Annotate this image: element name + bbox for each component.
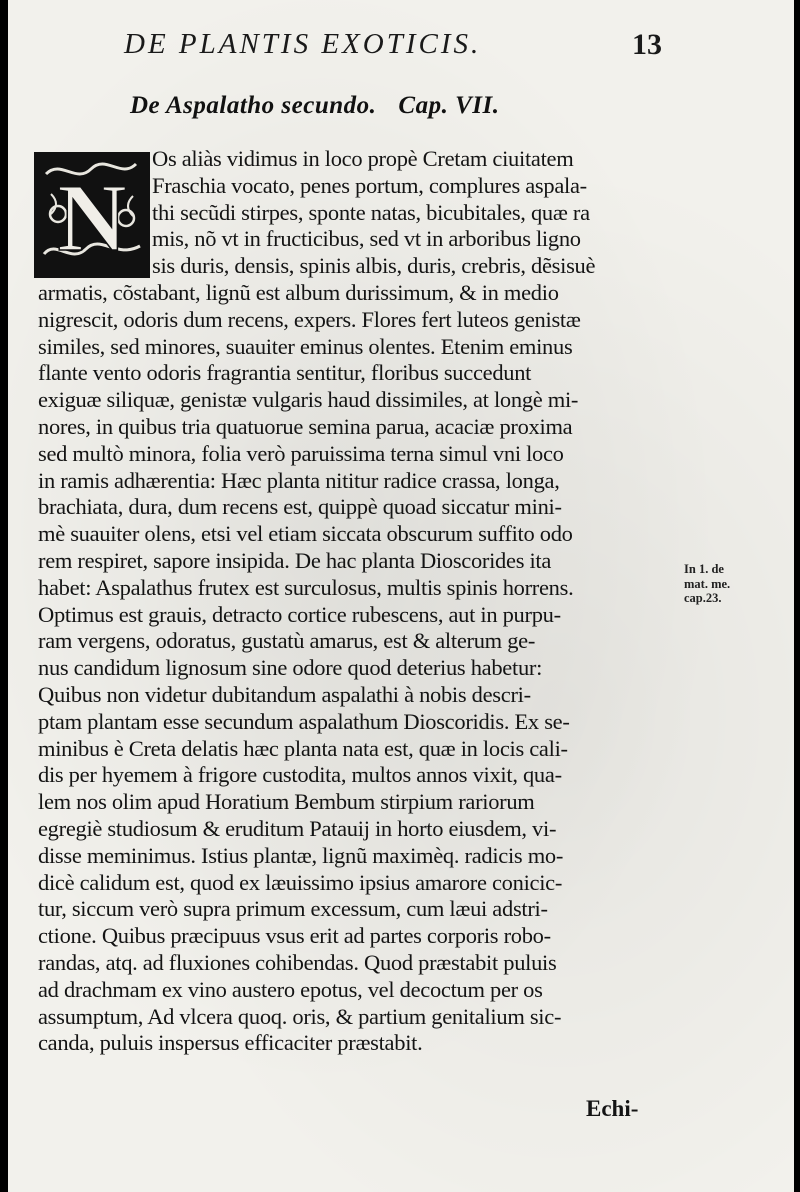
text-line: nores, in quibus tria quatuorue semina parua, acaciæ proxima [38,413,573,439]
text-line: nus candidum lignosum sine odore quod deterius habetur: [38,655,543,681]
text-line: mè suauiter olens, etsi vel etiam siccata obscurum suffito odo [38,521,573,547]
text-line: flante vento odoris fragrantia sentitur, floribus succedunt [38,360,532,386]
text-line: Optimus est grauis, detracto cortice rubescens, aut in purpu- [38,601,561,627]
text-line: minibus è Creta delatis hæc planta nata est, quæ in locis cali- [38,735,568,761]
text-line: dis per hyemem à frigore custodita, multos annos vixit, qua- [38,762,562,788]
text-line: brachiata, dura, dum recens est, quippè quoad siccatur mini- [38,494,562,520]
text-line: in ramis adhærentia: Hæc planta nititur radice crassa, longa, [38,467,560,493]
text-line: dicè calidum est, quod ex læuissimo ipsius amarore conicic- [38,869,563,895]
text-line: egregiè studiosum & eruditum Patauij in horto eiusdem, vi- [38,815,557,841]
text-line: rem respiret, sapore insipida. De hac planta Dioscorides ita [38,547,552,573]
text-line: Quibus non videtur dubitandum aspalathi à nobis descri- [38,681,531,707]
page-number: 13 [632,28,662,61]
catchword: Echi- [586,1096,639,1121]
margin-note-line: In 1. de [684,562,724,576]
text-line: ctione. Quibus præcipuus vsus erit ad partes corporis robo- [38,923,551,949]
body-text [38,146,678,1057]
text-line: exiguæ siliquæ, genistæ vulgaris haud dissimiles, at longè mi- [38,387,579,413]
text-line: ad drachmam ex vino austero epotus, vel decoctum per os [38,976,543,1002]
text-line: ptam plantam esse secundum aspalathum Dioscoridis. Ex se- [38,708,570,734]
text-line: Os aliàs vidimus in loco propè Cretam ciuitatem [152,146,574,171]
book-page [8,0,794,1192]
initial-letter-glyph: N [57,164,127,271]
margin-note [684,562,764,606]
text-line: ram vergens, odoratus, gustatù amarus, est & alterum ge- [38,628,536,654]
text-line: tur, siccum verò supra primum excessum, cum læui adstri- [38,896,548,922]
chapter-number: Cap. VII. [398,92,500,119]
running-head [124,28,684,68]
chapter-title: De Aspalatho secundo. [130,92,377,119]
text-line: armatis, cõstabant, lignũ est album durissimum, & in medio [38,279,559,305]
text-line: sed multò minora, folia verò paruissima terna simul vni loco [38,440,564,466]
text-line: assumptum, Ad vlcera quoq. oris, & partium genitalium sic- [38,1003,562,1029]
text-line: habet: Aspalathus frutex est surculosus, multis spinis horrens. [38,574,574,600]
running-title: DE PLANTIS EXOTICIS. [124,28,482,60]
margin-note-line: mat. me. [684,576,731,591]
text-line: canda, puluis inspersus efficaciter præstabit. [38,1030,423,1056]
chapter-heading [130,92,499,120]
text-line: nigrescit, odoris dum recens, expers. Flores fert luteos genistæ [38,306,581,332]
text-line: mis, nõ vt in fructicibus, sed vt in arboribus ligno [152,226,581,252]
text-line: disse meminimus. Istius plantæ, lignũ maximèq. radicis mo- [38,842,564,868]
text-line: lem nos olim apud Horatium Bembum stirpium rariorum [38,789,535,815]
text-line: similes, sed minores, suauiter eminus olentes. Etenim eminus [38,333,573,359]
text-line: sis duris, densis, spinis albis, duris, crebris, dẽsisuè [152,253,596,279]
text-line: Fraschia vocato, penes portum, complures aspala- [152,172,587,198]
text-line: randas, atq. ad fluxiones cohibendas. Quod præstabit puluis [38,949,557,975]
text-line: thi secũdi stirpes, sponte natas, bicubitales, quæ ra [152,199,590,225]
margin-note-line: cap.23. [684,591,722,605]
